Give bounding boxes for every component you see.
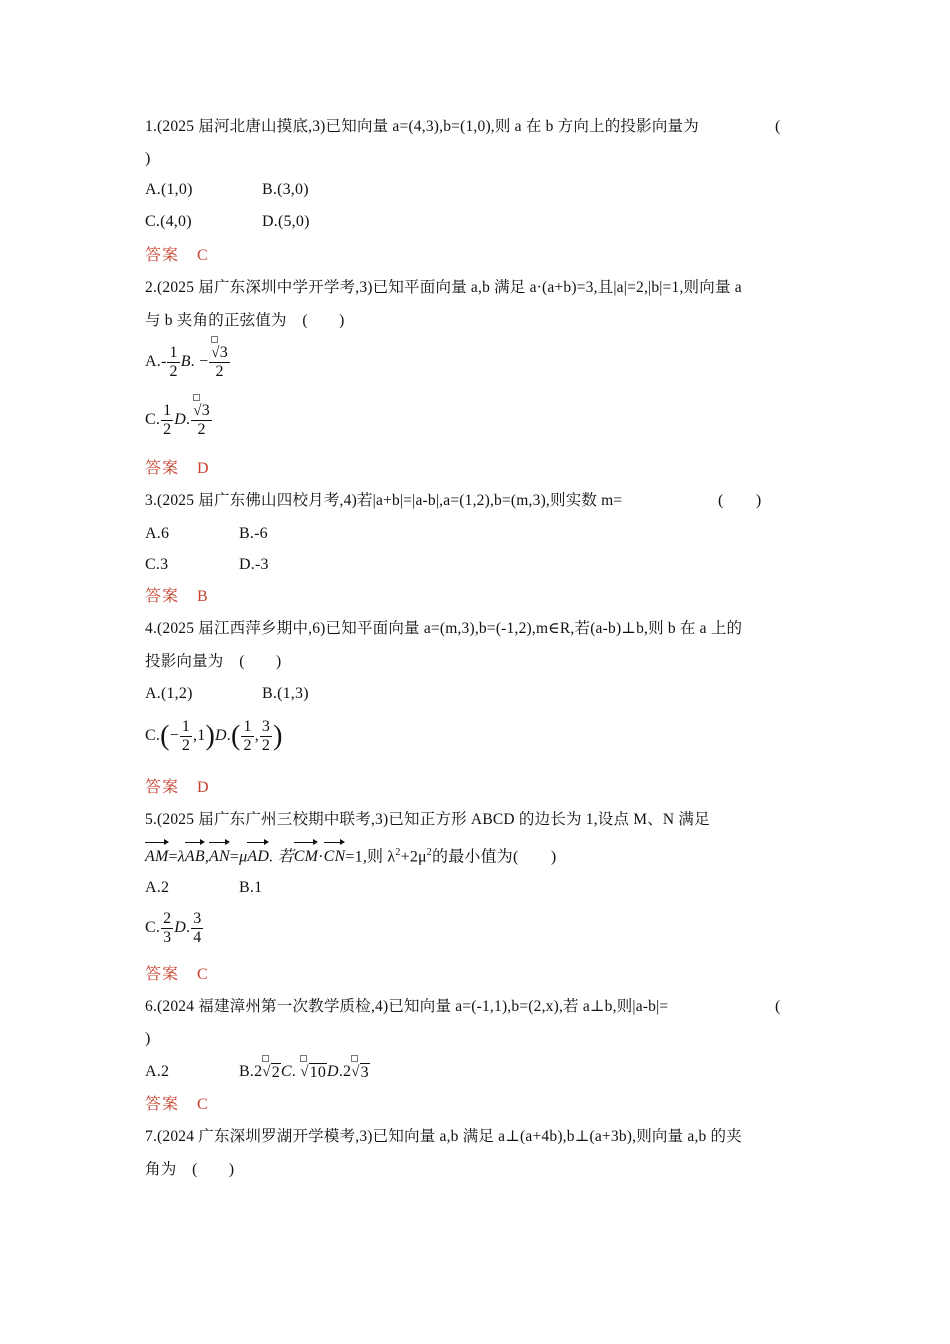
right-paren: ) bbox=[205, 720, 215, 752]
vector-am bbox=[145, 842, 169, 868]
operator: . bbox=[186, 411, 191, 429]
radicand: 10 bbox=[309, 1064, 327, 1081]
vector-arrow bbox=[145, 840, 169, 846]
operator: − bbox=[169, 727, 179, 745]
option-label: D bbox=[174, 411, 187, 429]
operator: . bbox=[186, 919, 191, 937]
radical-sign: √ bbox=[300, 1064, 309, 1080]
numerator: 1 bbox=[163, 402, 172, 419]
option-3c: C.3 bbox=[145, 556, 169, 573]
fraction bbox=[191, 910, 203, 947]
options-2cd bbox=[145, 402, 213, 439]
question-1-stem bbox=[145, 116, 699, 138]
option-3b: B.-6 bbox=[239, 525, 268, 542]
stem-text: 的最小值为( ) bbox=[432, 848, 557, 866]
denominator: 2 bbox=[243, 737, 252, 754]
mu: μ bbox=[239, 848, 248, 866]
operator: .2 bbox=[338, 1063, 352, 1080]
answer-value: C bbox=[197, 247, 208, 264]
vector-cm bbox=[294, 842, 318, 868]
radicand: 2 bbox=[271, 1064, 280, 1081]
answer-label: 答案 bbox=[145, 779, 180, 796]
vector-label: AM bbox=[145, 848, 169, 866]
option-label: D bbox=[214, 727, 227, 745]
option-label: C. bbox=[145, 727, 161, 745]
vector-label: AD bbox=[247, 848, 270, 866]
radical bbox=[193, 402, 210, 420]
vector-arrow bbox=[209, 840, 230, 846]
option-4a: A.(1,2) bbox=[145, 685, 193, 702]
question-7-stem-2: 角为 ( ) bbox=[145, 1161, 235, 1178]
vector-ad bbox=[247, 842, 269, 868]
question-1-paren-close: ) bbox=[145, 150, 151, 167]
options-4cd bbox=[145, 718, 283, 755]
question-7-stem: 7.(2024 广东深圳罗湖开学模考,3)已知向量 a,b 满足 a⊥(a+4b),b⊥(a+3b),则向量 a,b 的夹 bbox=[145, 1128, 742, 1145]
lambda: λ bbox=[177, 848, 185, 866]
option-label: D bbox=[327, 1063, 339, 1080]
question-2-stem-2: 与 b 夹角的正弦值为 ( ) bbox=[145, 312, 345, 329]
equals: = bbox=[229, 848, 240, 866]
option-1d: D.(5,0) bbox=[262, 213, 310, 230]
comma: , bbox=[254, 727, 259, 745]
denominator: 3 bbox=[163, 929, 172, 946]
right-paren: ) bbox=[273, 720, 283, 752]
question-1-text: 1.(2025 届河北唐山摸底,3)已知向量 a=(4,3),b=(1,0),则 a 在 b 方向上的投影向量为 bbox=[145, 118, 699, 135]
radicand: 3 bbox=[360, 1064, 369, 1081]
denominator: 2 bbox=[261, 737, 271, 754]
equals: = bbox=[168, 848, 178, 866]
option-3a: A.6 bbox=[145, 525, 170, 542]
option-6a: A.2 bbox=[145, 1063, 170, 1080]
numerator: 2 bbox=[163, 910, 172, 927]
numerator bbox=[209, 344, 230, 363]
vector-arrow bbox=[324, 840, 346, 846]
vector-ab bbox=[185, 842, 205, 868]
fraction bbox=[260, 718, 272, 755]
numerator: 1 bbox=[181, 718, 191, 735]
radical-sign: √ bbox=[211, 345, 220, 361]
option-label: B.2 bbox=[239, 1063, 263, 1080]
question-2-stem: 2.(2025 届广东深圳中学开学考,3)已知平面向量 a,b 满足 a·(a+b)=3,且|a|=2,|b|=1,则向量 a bbox=[145, 279, 742, 296]
option-5a: A.2 bbox=[145, 879, 170, 896]
answer-label: 答案 bbox=[145, 588, 180, 605]
options-2ab bbox=[145, 344, 231, 381]
options-6bcd bbox=[239, 1061, 370, 1083]
answer-label: 答案 bbox=[145, 247, 180, 264]
answer-label: 答案 bbox=[145, 1096, 180, 1113]
vector-label: CM bbox=[293, 848, 319, 866]
answer-value: C bbox=[197, 966, 208, 983]
comma: , bbox=[204, 848, 210, 866]
numerator: 1 bbox=[243, 718, 252, 735]
fraction bbox=[209, 344, 230, 381]
answer-3 bbox=[145, 586, 208, 608]
vector-cn bbox=[324, 842, 346, 868]
exponent: 2 bbox=[426, 847, 432, 858]
denominator: 2 bbox=[163, 421, 172, 438]
answer-4 bbox=[145, 777, 209, 799]
option-1c: C.(4,0) bbox=[145, 213, 192, 230]
denominator: 2 bbox=[181, 737, 191, 754]
coordinate: ,1 bbox=[193, 727, 206, 745]
question-3-paren: ( ) bbox=[718, 492, 762, 509]
option-5b: B.1 bbox=[239, 879, 263, 896]
text-if: . 若 bbox=[269, 848, 294, 866]
numerator: 3 bbox=[261, 718, 271, 735]
radical bbox=[300, 1063, 327, 1082]
option-label: A.- bbox=[145, 353, 167, 371]
vector-label: AN bbox=[209, 848, 230, 866]
answer-6 bbox=[145, 1094, 208, 1116]
operator: . bbox=[226, 727, 231, 745]
option-label: B bbox=[180, 353, 191, 371]
radical bbox=[262, 1063, 281, 1082]
denominator: 2 bbox=[169, 363, 178, 380]
question-3-stem: 3.(2025 届广东佛山四校月考,4)若|a+b|=|a-b|,a=(1,2),b=(m,3),则实数 m= bbox=[145, 492, 623, 509]
question-1-paren: ( bbox=[775, 118, 781, 135]
denominator: 2 bbox=[215, 363, 224, 380]
denominator: 2 bbox=[197, 421, 206, 438]
question-6-paren: ( bbox=[775, 998, 781, 1015]
radicand: 3 bbox=[219, 344, 228, 361]
option-3d: D.-3 bbox=[239, 556, 269, 573]
vector-an bbox=[209, 842, 230, 868]
radicand: 3 bbox=[201, 402, 210, 419]
left-paren: ( bbox=[230, 720, 241, 752]
question-6-paren-close: ) bbox=[145, 1030, 151, 1047]
fraction bbox=[161, 402, 173, 439]
question-5-stem-2 bbox=[145, 842, 556, 868]
radical-sign: √ bbox=[262, 1064, 271, 1080]
answer-value: D bbox=[197, 460, 209, 477]
option-label: D bbox=[174, 919, 187, 937]
vector-arrow bbox=[247, 840, 269, 846]
fraction bbox=[167, 344, 179, 381]
fraction bbox=[191, 402, 212, 439]
radical bbox=[351, 1063, 370, 1082]
operator: . − bbox=[190, 353, 209, 371]
radical-sign: √ bbox=[193, 403, 202, 419]
vector-label: AB bbox=[184, 848, 205, 866]
stem-text: =1,则 λ bbox=[345, 848, 396, 866]
vector-label: CN bbox=[323, 848, 346, 866]
fraction bbox=[161, 910, 173, 947]
option-label: C. bbox=[145, 919, 161, 937]
answer-1 bbox=[145, 245, 208, 267]
radical bbox=[211, 344, 228, 362]
denominator: 4 bbox=[193, 929, 202, 946]
dot-operator: · bbox=[318, 848, 324, 866]
question-5-stem: 5.(2025 届广东广州三校期中联考,3)已知正方形 ABCD 的边长为 1,设点 M、N 满足 bbox=[145, 811, 710, 828]
answer-2 bbox=[145, 458, 209, 480]
option-label: C. bbox=[145, 411, 161, 429]
answer-value: B bbox=[197, 588, 208, 605]
fraction bbox=[180, 718, 192, 755]
question-4-stem-2: 投影向量为 ( ) bbox=[145, 653, 282, 670]
stem-text: +2μ bbox=[400, 848, 427, 866]
option-1a: A.(1,0) bbox=[145, 181, 193, 198]
numerator: 1 bbox=[169, 344, 178, 361]
operator: . bbox=[291, 1063, 301, 1080]
question-4-stem: 4.(2025 届江西萍乡期中,6)已知平面向量 a=(m,3),b=(-1,2),m∈R,若(a-b)⊥b,则 b 在 a 上的 bbox=[145, 620, 743, 637]
option-4b: B.(1,3) bbox=[262, 685, 309, 702]
options-5cd bbox=[145, 910, 204, 947]
vector-arrow bbox=[294, 840, 318, 846]
question-6-stem: 6.(2024 福建漳州第一次教学质检,4)已知向量 a=(-1,1),b=(2,x),若 a⊥b,则|a-b|= bbox=[145, 998, 669, 1015]
numerator bbox=[191, 402, 212, 421]
answer-label: 答案 bbox=[145, 460, 180, 477]
answer-label: 答案 bbox=[145, 966, 180, 983]
fraction bbox=[241, 718, 253, 755]
numerator: 3 bbox=[193, 910, 202, 927]
option-1b: B.(3,0) bbox=[262, 181, 309, 198]
exponent: 2 bbox=[395, 847, 401, 858]
option-label: C bbox=[280, 1063, 292, 1080]
radical-sign: √ bbox=[351, 1064, 360, 1080]
answer-5 bbox=[145, 964, 208, 986]
answer-value: C bbox=[197, 1096, 208, 1113]
vector-arrow bbox=[185, 840, 205, 846]
left-paren: ( bbox=[160, 720, 170, 752]
answer-value: D bbox=[197, 779, 209, 796]
